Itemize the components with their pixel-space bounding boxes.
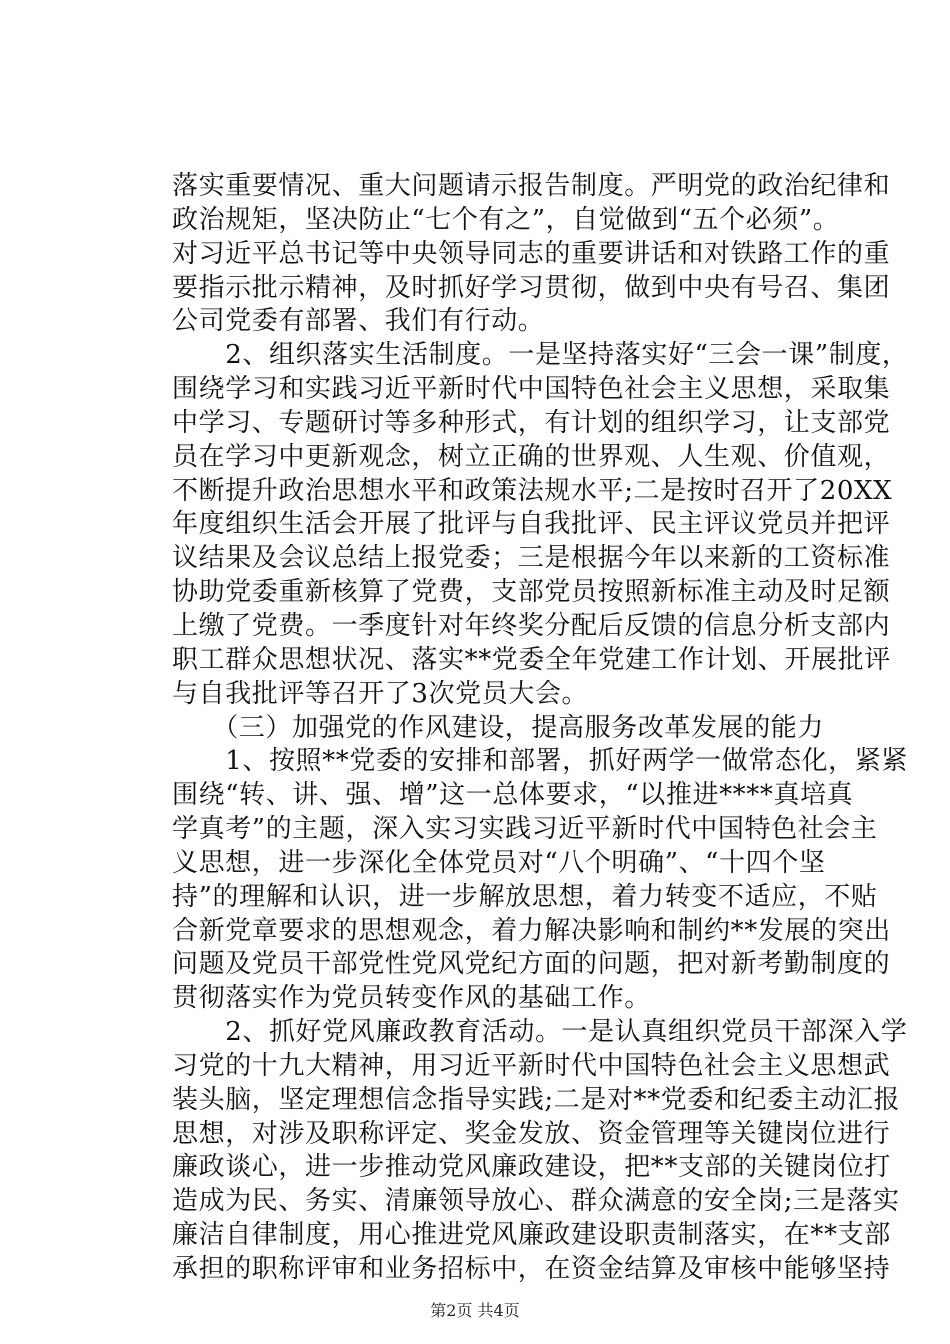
text-line: 贯彻落实作为党员转变作风的基础工作。 [172, 983, 651, 1014]
text-line: 造成为民、务实、清廉领导放心、群众满意的安全岗;三是落实 [172, 1186, 900, 1217]
text-line: 政治规矩，坚决防止“七个有之”，自觉做到“五个必须”。 [172, 204, 840, 235]
text-line: 习党的十九大精神，用习近平新时代中国特色社会主义思想武 [172, 1050, 891, 1081]
text-line: 中学习、专题研讨等多种形式，有计划的组织学习，让支部党 [172, 407, 891, 438]
text-line: 问题及党员干部党性党风党纪方面的问题，把对新考勤制度的 [172, 949, 891, 980]
text-line: 上缴了党费。一季度针对年终奖分配后反馈的信息分析支部内 [172, 610, 891, 641]
text-line: 廉洁自律制度，用心推进党风廉政建设职责制落实，在**支部 [172, 1220, 891, 1251]
text-line: （三）加强党的作风建设，提高服务改革发展的能力 [172, 712, 825, 743]
document-body [172, 170, 909, 1287]
text-line: 持”的理解和认识，进一步解放思想，着力转变不适应，不贴 [172, 881, 878, 912]
text-line: 围绕“转、讲、强、增”这一总体要求，“以推进****真培真 [172, 780, 854, 811]
text-line: 职工群众思想状况、落实**党委全年党建工作计划、开展批评 [172, 644, 891, 675]
text-line: 义思想，进一步深化全体党员对“八个明确”、“十四个坚 [172, 847, 826, 878]
text-line: 学真考”的主题，深入实习实践习近平新时代中国特色社会主 [172, 814, 878, 845]
text-line: 廉政谈心，进一步推动党风廉政建设，把**支部的关键岗位打 [172, 1152, 891, 1183]
text-line: 装头脑，坚定理想信念指导实践;二是对**党委和纪委主动汇报 [172, 1084, 901, 1115]
text-line: 议结果及会议总结上报党委；三是根据今年以来新的工资标准 [172, 543, 891, 574]
text-line: 与自我批评等召开了3次党员大会。 [172, 678, 589, 709]
text-line: 公司党委有部署、我们有行动。 [172, 306, 545, 337]
text-line: 员在学习中更新观念，树立正确的世界观、人生观、价值观， [172, 441, 891, 472]
text-line: 要指示批示精神，及时抓好学习贯彻，做到中央有号召、集团 [172, 272, 891, 303]
text-line: 不断提升政治思想水平和政策法规水平;二是按时召开了20XX [172, 475, 893, 506]
text-line: 围绕学习和实践习近平新时代中国特色社会主义思想，采取集 [172, 374, 891, 405]
text-line: 2、抓好党风廉政教育活动。一是认真组织党员干部深入学 [172, 1017, 908, 1048]
text-line: 2、组织落实生活制度。一是坚持落实好“三会一课”制度， [172, 340, 909, 371]
text-line: 思想，对涉及职称评定、奖金发放、资金管理等关键岗位进行 [172, 1118, 891, 1149]
text-line: 年度组织生活会开展了批评与自我批评、民主评议党员并把评 [172, 509, 891, 540]
text-line: 落实重要情况、重大问题请示报告制度。严明党的政治纪律和 [172, 171, 891, 201]
page-footer: 第2页 共4页 [430, 1301, 520, 1320]
text-line: 承担的职称评审和业务招标中，在资金结算及审核中能够坚持 [172, 1254, 891, 1284]
text-line: 协助党委重新核算了党费，支部党员按照新标准主动及时足额 [172, 577, 891, 608]
text-line: 1、按照**党委的安排和部署，抓好两学一做常态化，紧紧 [172, 746, 908, 777]
text-line: 对习近平总书记等中央领导同志的重要讲话和对铁路工作的重 [172, 238, 891, 269]
text-line: 合新党章要求的思想观念，着力解决影响和制约**发展的突出 [172, 915, 891, 946]
